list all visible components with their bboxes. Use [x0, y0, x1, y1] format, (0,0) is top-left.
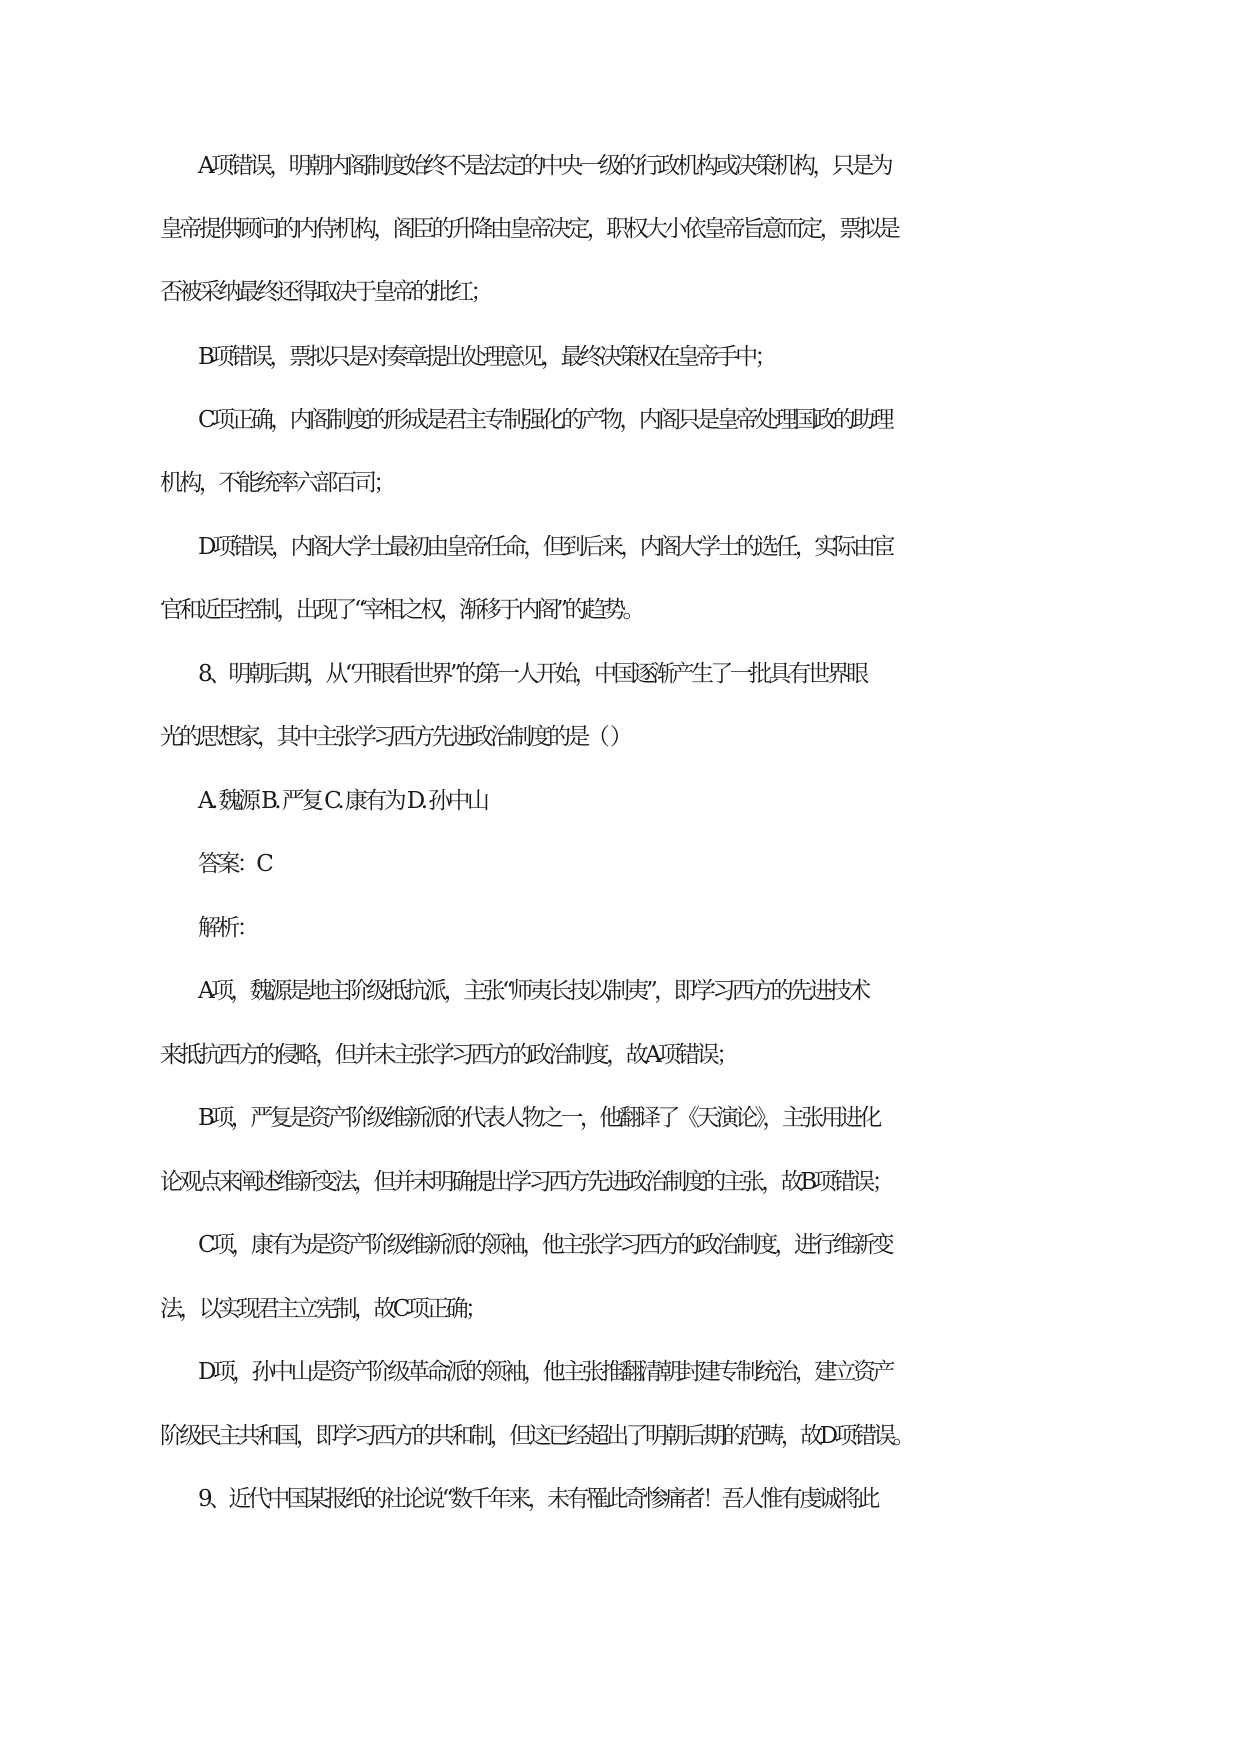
question-8-line-1: 8、明朝后期，从“开眼看世界”的第一人开始，中国逐渐产生了一批具有世界眼: [198, 661, 866, 687]
question-8-options: A. 魏源 B. 严复 C. 康有为 D. 孙中山: [198, 788, 487, 814]
answer-label: 答案：C: [198, 851, 271, 877]
paragraph-d-line-1: D项错误，内阁大学士最初由皇帝任命，但到后来，内阁大学士的选任，实际由宦: [198, 534, 892, 560]
paragraph-a-line-1: A项错误，明朝内阁制度始终不是法定的中央一级的行政机构或决策机构，只是为: [198, 153, 891, 179]
paragraph-c-line-1: C项正确，内阁制度的形成是君主专制强化的产物，内阁只是皇帝处理国政的助理: [198, 407, 891, 433]
analysis-d-line-1: D项，孙中山是资产阶级革命派的领袖，他主张推翻清朝封建专制统治，建立资产: [198, 1359, 892, 1385]
paragraph-c-line-2: 机构，不能统率六部百司；: [160, 470, 393, 496]
paragraph-a-line-2: 皇帝提供顾问的内侍机构，阁臣的升降由皇帝决定，职权大小依皇帝旨意而定，票拟是: [160, 216, 898, 242]
analysis-heading: 解析：: [198, 915, 257, 941]
paragraph-b-line-1: B项错误，票拟只是对奏章提出处理意见，最终决策权在皇帝手中；: [198, 344, 774, 370]
analysis-d-line-2: 阶级民主共和国，即学习西方的共和制，但这已经超出了明朝后期的范畴，故D项错误。: [160, 1423, 913, 1449]
analysis-c-line-1: C项，康有为是资产阶级维新派的领袖，他主张学习西方的政治制度，进行维新变: [198, 1232, 891, 1258]
analysis-b-line-2: 论观点来阐述维新变法，但并未明确提出学习西方先进政治制度的主张，故B项错误；: [160, 1169, 892, 1195]
paragraph-d-line-2: 官和近臣控制，出现了“宰相之权，渐移于内阁”的趋势。: [160, 597, 642, 623]
paragraph-a-line-3: 否被采纳最终还得取决于皇帝的批红；: [160, 279, 490, 305]
analysis-b-line-1: B项，严复是资产阶级维新派的代表人物之一，他翻译了《天演论》，主张用进化: [198, 1105, 879, 1131]
question-8-line-2: 光的思想家，其中主张学习西方先进政治制度的是（ ）: [160, 724, 630, 750]
question-9-line-1: 9、近代中国某报纸的社论说“数千年来，未有罹此奇惨痛者！吾人惟有虔诚将此: [198, 1486, 877, 1512]
analysis-a-line-1: A项，魏源是地主阶级抵抗派，主张“师夷长技以制夷”，即学习西方的先进技术: [198, 978, 868, 1004]
analysis-a-line-2: 来抵抗西方的侵略，但并未主张学习西方的政治制度，故A项错误；: [160, 1042, 736, 1068]
analysis-c-line-2: 法，以实现君主立宪制，故C项正确；: [160, 1296, 485, 1322]
